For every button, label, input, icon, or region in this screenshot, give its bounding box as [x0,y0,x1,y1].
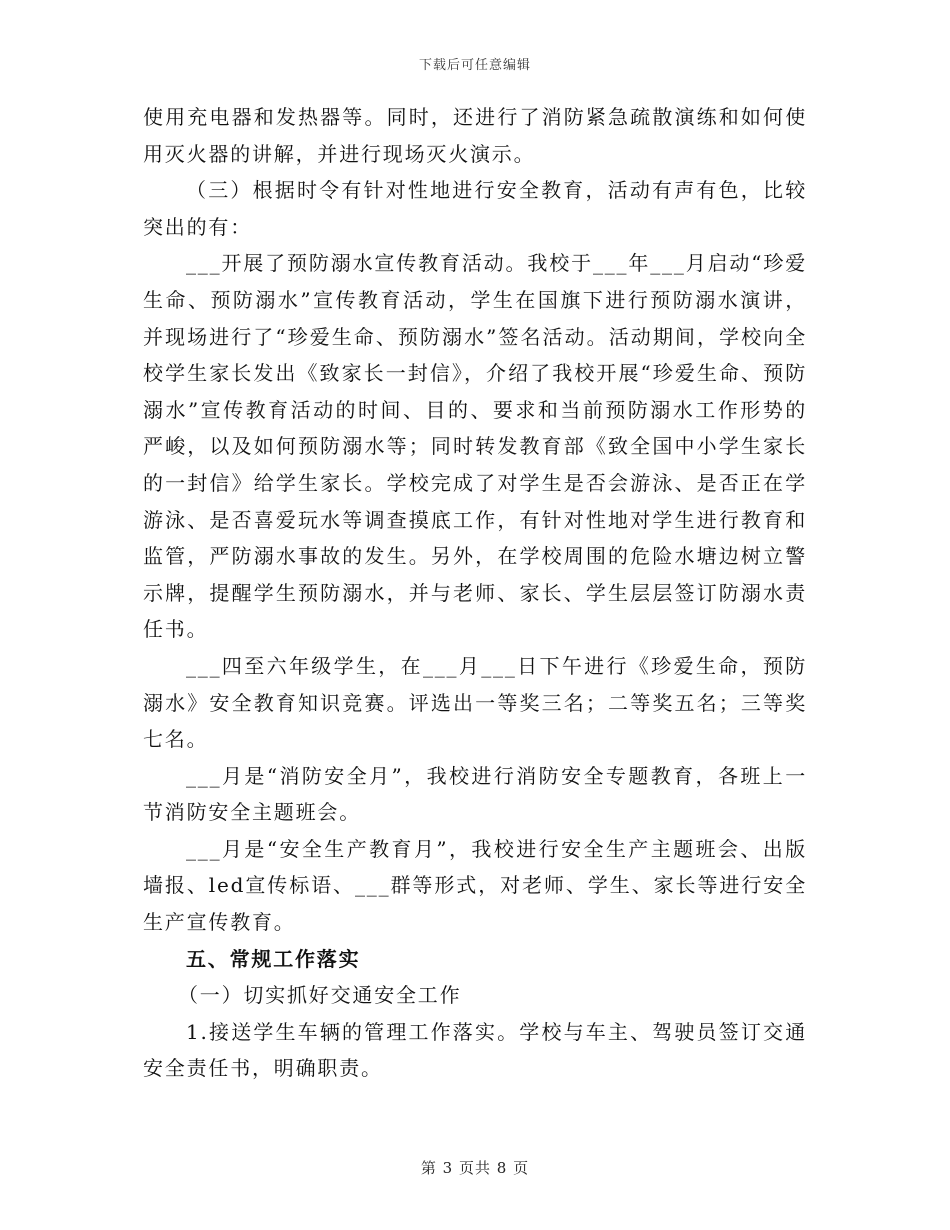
paragraph-continuation: 使用充电器和发热器等。同时，还进行了消防紧急疏散演练和如何使用灭火器的讲解，并进行现场灭火演示。 [143,105,807,166]
paragraph-section-three: （三）根据时令有针对性地进行安全教育，活动有声有色，比较突出的有： [143,178,807,239]
section-heading-routine-work: 五、常规工作落实 [186,946,361,971]
paragraph-vehicle-management: 1.接送学生车辆的管理工作落实。学校与车主、驾驶员签订交通安全责任书，明确职责。 [143,1019,807,1081]
paragraph-knowledge-contest: ___四至六年级学生，在___月___日下午进行《珍爱生命，预防溺水》安全教育知识竞赛。评选出一等奖三名；二等奖五名；三等奖七名。 [143,653,807,752]
header-note: 下载后可任意编辑 [418,58,531,73]
page-number: 第 3 页共 8 页 [420,1159,530,1177]
paragraph-fire-safety-month: ___月是“消防安全月”，我校进行消防安全专题教育，各班上一节消防安全主题班会。 [143,763,807,825]
paragraph-drowning-prevention: ___开展了预防溺水宣传教育活动。我校于___年___月启动“珍爱生命、预防溺水”宣传教育活动，学生在国旗下进行预防溺水演讲，并现场进行了“珍爱生命、预防溺水”签名活动。活动期间，学校向全校学生家长发出《致家长一封信》，介绍了我校开展“珍爱生命、预防溺水”宣传教育活动的时间、目的、要求和当前预防溺水工作形势的严峻，以及如何预防溺水等；同时转发教育部《致全国中小学生家长的一封信》给学生家长。学校完成了对学生是否会游泳、是否正在学游泳、是否喜爱玩水等调查摸底工作，有针对性地对学生进行教育和监管，严防溺水事故的发生。另外，在学校周围的危险水塘边树立警示牌，提醒学生预防溺水，并与老师、家长、学生层层签订防溺水责任书。 [143,251,807,642]
document-body [143,99,807,1087]
paragraph-production-safety-month: ___月是“安全生产教育月”，我校进行安全生产主题班会、出版墙报、led宣传标语、___群等形式，对老师、学生、家长等进行安全生产宣传教育。 [143,836,807,935]
subsection-heading-traffic-safety: （一）切实抓好交通安全工作 [178,983,462,1008]
